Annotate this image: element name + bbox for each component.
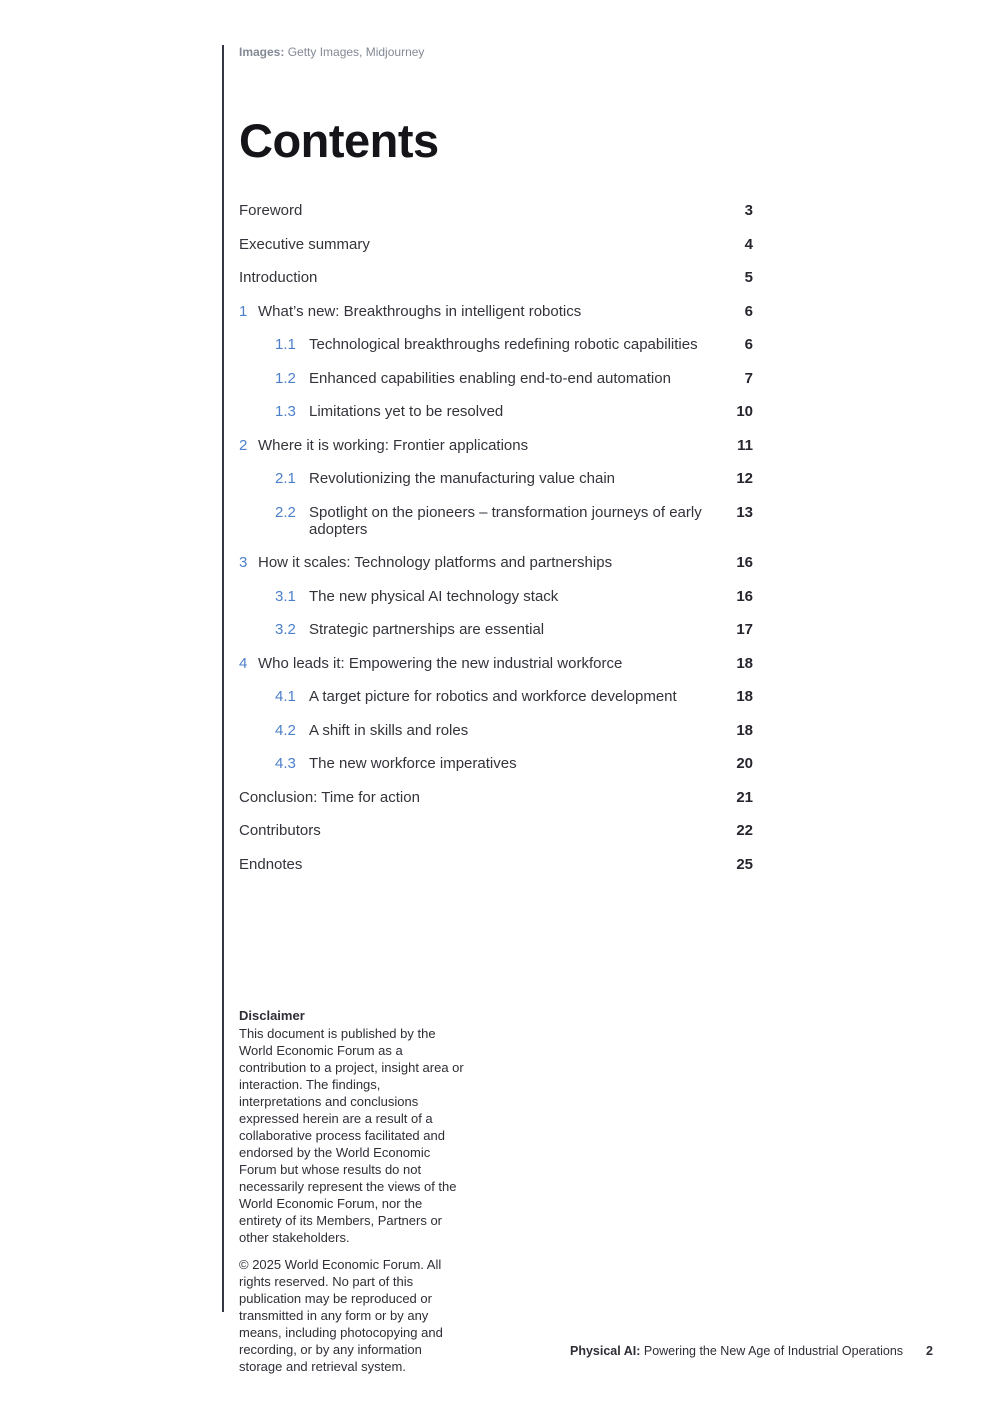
page-footer <box>570 1344 933 1359</box>
toc-entry-number: 1.1 <box>275 336 296 353</box>
toc-entry-label: Spotlight on the pioneers – transformation journeys of early adopters <box>309 503 702 538</box>
toc-entry-number: 4.3 <box>275 755 296 772</box>
toc-entry[interactable] <box>239 504 753 538</box>
toc-entry-page: 18 <box>736 721 753 739</box>
toc-entry[interactable] <box>239 655 753 672</box>
toc-entry-label: Strategic partnerships are essential <box>309 621 545 638</box>
toc-entry[interactable] <box>239 688 753 705</box>
toc-entry-number: 1 <box>239 302 248 320</box>
toc-entry-label: A target picture for robotics and workforce development <box>309 688 677 705</box>
toc-entry[interactable] <box>239 755 753 772</box>
image-credits-label: Images: <box>239 45 285 59</box>
toc-entry-page: 18 <box>736 688 753 705</box>
toc-entry-number: 1.3 <box>275 403 296 420</box>
toc-entry[interactable] <box>239 437 753 454</box>
toc-entry-number: 4 <box>239 654 248 672</box>
toc-entry[interactable] <box>239 588 753 605</box>
image-credits-text: Getty Images, Midjourney <box>284 45 425 59</box>
toc-entry-page: 5 <box>744 269 753 286</box>
toc-entry-page: 17 <box>736 621 753 638</box>
toc-entry-page: 13 <box>736 503 753 521</box>
toc-entry-label: What’s new: Breakthroughs in intelligent robotics <box>258 302 582 320</box>
toc-entry-page: 21 <box>736 788 753 806</box>
toc-entry[interactable] <box>239 554 753 571</box>
footer-page-number: 2 <box>926 1344 933 1358</box>
page-title: Contents <box>239 114 439 167</box>
toc-entry-number: 4.2 <box>275 721 296 739</box>
toc-entry-number: 2.2 <box>275 503 296 521</box>
toc-entry-label: Who leads it: Empowering the new industrial workforce <box>258 654 623 672</box>
toc-entry-number: 3 <box>239 554 248 571</box>
toc-entry-number: 3.1 <box>275 587 296 605</box>
toc-entry[interactable] <box>239 470 753 487</box>
disclaimer-heading: Disclaimer <box>239 1008 305 1023</box>
toc-entry-number: 3.2 <box>275 621 296 638</box>
page-content <box>239 45 753 889</box>
table-of-contents <box>239 202 753 873</box>
toc-entry[interactable] <box>239 370 753 387</box>
toc-entry-page: 22 <box>736 822 753 839</box>
toc-entry-page: 7 <box>744 369 753 387</box>
toc-entry[interactable] <box>239 202 753 219</box>
toc-entry-page: 16 <box>736 554 753 571</box>
toc-entry-label: Technological breakthroughs redefining robotic capabilities <box>309 336 698 353</box>
toc-entry-label: Conclusion: Time for action <box>239 788 420 806</box>
toc-entry[interactable] <box>239 621 753 638</box>
toc-entry-page: 10 <box>736 403 753 420</box>
disclaimer-block <box>239 1007 465 1375</box>
toc-entry-page: 4 <box>744 235 753 253</box>
toc-entry[interactable] <box>239 789 753 806</box>
toc-entry[interactable] <box>239 722 753 739</box>
toc-entry-label: Limitations yet to be resolved <box>309 403 504 420</box>
toc-entry-page: 20 <box>736 755 753 772</box>
toc-entry-number: 1.2 <box>275 369 296 387</box>
toc-entry-page: 11 <box>737 436 753 454</box>
toc-entry-label: A shift in skills and roles <box>309 721 469 739</box>
toc-entry-number: 2 <box>239 436 248 454</box>
disclaimer-copyright: © 2025 World Economic Forum. All rights reserved. No part of this publication may be reproduced or transmitted in any form or by any means, including photocopying and recording, or by any information storage and retrieval system. <box>239 1257 443 1374</box>
footer-report-title-bold: Physical AI: <box>569 1344 641 1358</box>
toc-entry-label: Enhanced capabilities enabling end-to-end automation <box>309 369 671 387</box>
toc-entry-page: 6 <box>744 302 753 320</box>
toc-entry-label: How it scales: Technology platforms and partnerships <box>258 554 613 571</box>
toc-entry-label: The new physical AI technology stack <box>309 587 559 605</box>
toc-entry[interactable] <box>239 269 753 286</box>
toc-entry-label: Contributors <box>239 822 321 839</box>
toc-entry-page: 25 <box>736 855 753 873</box>
toc-entry-label: Executive summary <box>239 235 370 253</box>
disclaimer-body: This document is published by the World Economic Forum as a contribution to a project, insight area or interaction. The findings, interpretations and conclusions expressed herein are a result of a collaborative process facilitated and endorsed by the World Economic Forum but whose results do not necessarily represent the views of the World Economic Forum, nor the entirety of its Members, Partners or other stakeholders. <box>239 1026 464 1245</box>
toc-entry-page: 6 <box>744 336 753 353</box>
toc-entry-label: Introduction <box>239 269 318 286</box>
toc-entry-label: Revolutionizing the manufacturing value chain <box>309 470 616 487</box>
toc-entry-label: The new workforce imperatives <box>309 755 517 772</box>
toc-entry-label: Endnotes <box>239 855 303 873</box>
image-credits <box>239 45 753 60</box>
toc-entry[interactable] <box>239 236 753 253</box>
footer-report-title <box>570 1344 903 1359</box>
toc-entry-label: Foreword <box>239 202 303 219</box>
toc-entry-number: 4.1 <box>275 688 296 705</box>
toc-entry-page: 3 <box>744 202 753 219</box>
footer-report-title-rest: Powering the New Age of Industrial Operations <box>640 1344 904 1358</box>
toc-entry-label: Where it is working: Frontier applications <box>258 436 529 454</box>
toc-entry-number: 2.1 <box>275 470 296 487</box>
left-vertical-rule <box>222 45 224 1312</box>
toc-entry[interactable] <box>239 403 753 420</box>
toc-entry[interactable] <box>239 303 753 320</box>
toc-entry[interactable] <box>239 856 753 873</box>
toc-entry[interactable] <box>239 822 753 839</box>
toc-entry-page: 18 <box>736 654 753 672</box>
toc-entry-page: 16 <box>736 587 753 605</box>
toc-entry-page: 12 <box>736 470 753 487</box>
toc-entry[interactable] <box>239 336 753 353</box>
